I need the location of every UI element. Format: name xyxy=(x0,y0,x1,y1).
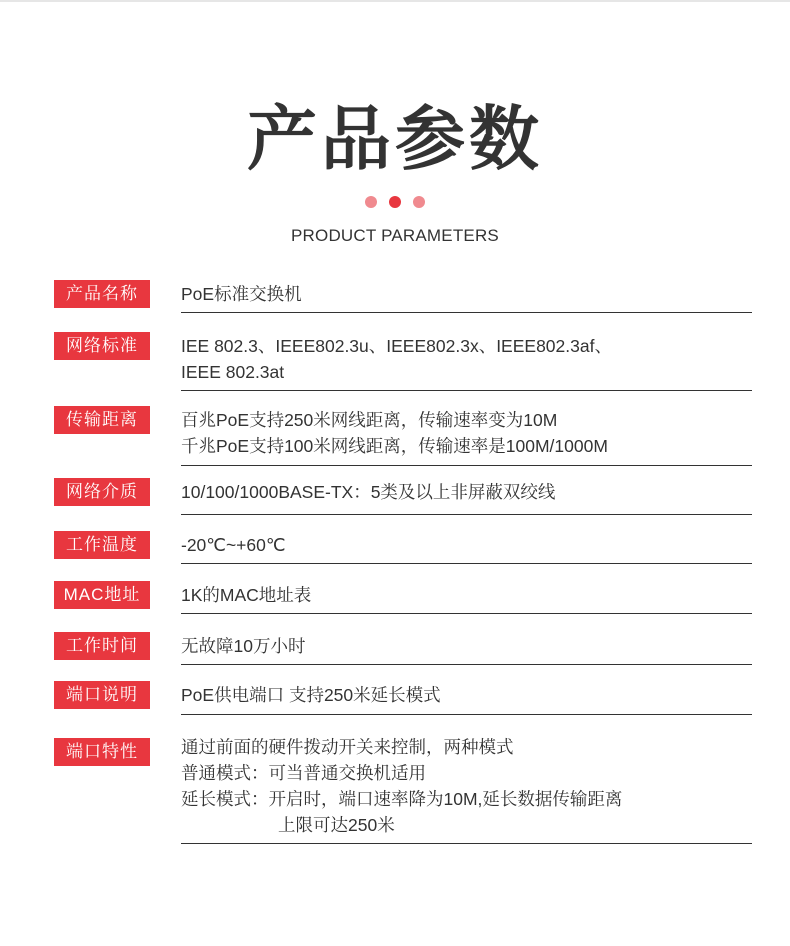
row-divider xyxy=(181,714,752,715)
param-value xyxy=(181,407,608,459)
dot-right xyxy=(413,196,425,208)
param-value-line: 延长模式：开启时，端口速率降为10M,延长数据传输距离 xyxy=(181,789,623,809)
param-value-line: IEEE 802.3at xyxy=(181,362,285,382)
row-divider xyxy=(181,563,752,564)
param-value xyxy=(181,582,311,608)
param-value-line: PoE供电端口 支持250米延长模式 xyxy=(181,685,441,705)
row-divider xyxy=(181,843,752,844)
dot-middle xyxy=(389,196,401,208)
param-label: 产品名称 xyxy=(54,280,150,308)
param-value-line: 百兆PoE支持250米网线距离，传输速率变为10M xyxy=(181,410,558,430)
top-border-line xyxy=(0,0,790,2)
param-label: 传输距离 xyxy=(54,406,150,434)
param-value xyxy=(181,532,286,558)
param-value-line: 10/100/1000BASE-TX：5类及以上非屏蔽双绞线 xyxy=(181,482,556,502)
param-value-line: 普通模式：可当普通交换机适用 xyxy=(181,763,426,783)
param-label: 端口特性 xyxy=(54,738,150,766)
row-divider xyxy=(181,312,752,313)
row-divider xyxy=(181,613,752,614)
param-label: 网络标准 xyxy=(54,332,150,360)
param-value-line: 上限可达250米 xyxy=(278,815,395,835)
row-divider xyxy=(181,664,752,665)
page-title: 产品参数 xyxy=(247,98,543,180)
param-value-line: 1K的MAC地址表 xyxy=(181,585,312,605)
param-value xyxy=(181,633,305,659)
param-value-line: -20℃~+60℃ xyxy=(181,535,286,555)
param-value-line: 千兆PoE支持100米网线距离，传输速率是100M/1000M xyxy=(181,436,608,456)
param-label: 工作时间 xyxy=(54,632,150,660)
page-subtitle: PRODUCT PARAMETERS xyxy=(291,226,499,245)
param-value xyxy=(181,734,622,838)
param-value-line: 通过前面的硬件拨动开关来控制，两种模式 xyxy=(181,737,514,757)
param-value-line: IEE 802.3、IEEE802.3u、IEEE802.3x、IEEE802.3af、 xyxy=(181,336,612,356)
param-value xyxy=(181,479,555,505)
param-value-line: PoE标准交换机 xyxy=(181,284,302,304)
row-divider xyxy=(181,465,752,466)
param-label: 端口说明 xyxy=(54,681,150,709)
param-value-line: 无故障10万小时 xyxy=(181,636,306,656)
decorative-dots xyxy=(0,196,790,208)
param-value xyxy=(181,281,302,307)
param-label: MAC地址 xyxy=(54,581,150,609)
param-label: 工作温度 xyxy=(54,531,150,559)
row-divider xyxy=(181,390,752,391)
param-label: 网络介质 xyxy=(54,478,150,506)
row-divider xyxy=(181,514,752,515)
dot-left xyxy=(365,196,377,208)
param-value xyxy=(181,682,441,708)
param-value xyxy=(181,333,612,385)
